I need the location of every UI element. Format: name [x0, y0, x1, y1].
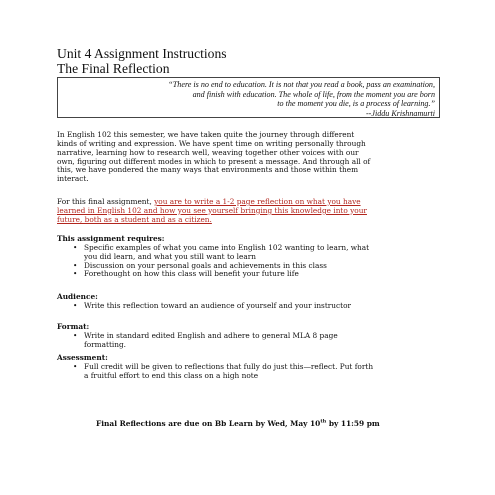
document-title — [57, 46, 227, 76]
assignment-underlined-3: future, both as a student and as a citizen. — [57, 214, 212, 224]
quote-line-3: to the moment you die, is a process of learning.” — [277, 99, 435, 109]
assessment-section — [57, 354, 442, 381]
title-line-1: Unit 4 Assignment Instructions — [57, 46, 227, 61]
list-item-line: • Write in standard edited English and adhere to general MLA 8 page — [84, 330, 338, 340]
intro-line: interact. — [57, 174, 89, 184]
due-date-notice — [96, 419, 380, 428]
intro-line: own, figuring out different modes in which to present a message. And through all of — [57, 156, 371, 166]
intro-line: kinds of writing and expression. We have spent time on writing personally through — [57, 138, 366, 148]
intro-line: narrative, learning how to research well, weaving together other voices with our — [57, 147, 359, 157]
quote-attribution: --Jiddu Krishnamurti — [365, 108, 435, 118]
intro-line: this, we have pondered the many ways that environments and those within them — [57, 165, 359, 175]
requires-heading: This assignment requires: — [57, 234, 165, 243]
list-item-line: a fruitful effort to end this class on a high note — [84, 370, 259, 380]
assignment-prefix: For this final assignment, — [57, 197, 155, 206]
assessment-heading: Assessment: — [57, 353, 108, 362]
list-item — [57, 363, 442, 381]
assignment-paragraph — [57, 198, 442, 225]
list-item-line: you did learn, and what you still want to learn — [84, 251, 256, 261]
requires-list — [57, 244, 442, 279]
requires-section — [57, 235, 442, 279]
list-item: • Forethought on how this class will benefit your future life — [57, 270, 442, 279]
format-heading: Format: — [57, 322, 90, 331]
due-date-text: Final Reflections are due on Bb Learn by Wed, May 10 — [96, 419, 321, 428]
format-list — [57, 332, 442, 350]
list-item-line: • Full credit will be given to reflections that fully do just this—reflect. Put forth — [84, 361, 374, 371]
intro-paragraph — [57, 131, 442, 184]
due-date-time: by 11:59 pm — [326, 419, 380, 428]
list-item: • Write this reflection toward an audience of yourself and your instructor — [57, 302, 442, 311]
due-date-ordinal: th — [320, 418, 327, 425]
epigraph-quote-box — [57, 77, 440, 118]
quote-line-1: “There is no end to education. It is not that you read a book, pass an examination, — [168, 80, 435, 89]
audience-list — [57, 302, 442, 311]
assignment-underlined-1: you are to write a 1-2 page reflection on what you have — [154, 197, 361, 206]
assessment-list — [57, 363, 442, 381]
title-line-2: The Final Reflection — [57, 61, 170, 76]
intro-line: In English 102 this semester, we have taken quite the journey through different — [57, 130, 355, 139]
quote-line-2: and finish with education. The whole of life, from the moment you are born — [192, 89, 435, 99]
audience-heading: Audience: — [57, 292, 98, 301]
list-item — [57, 332, 442, 350]
list-item: • Discussion on your personal goals and achievements in this class — [57, 262, 442, 271]
list-item-line: formatting. — [84, 339, 127, 349]
audience-section — [57, 293, 442, 311]
format-section — [57, 323, 442, 350]
assignment-underlined-2: learned in English 102 and how you see yourself bringing this knowledge into your — [57, 205, 367, 215]
list-item-line: • Specific examples of what you came into English 102 wanting to learn, what — [84, 242, 370, 252]
list-item — [57, 244, 442, 262]
